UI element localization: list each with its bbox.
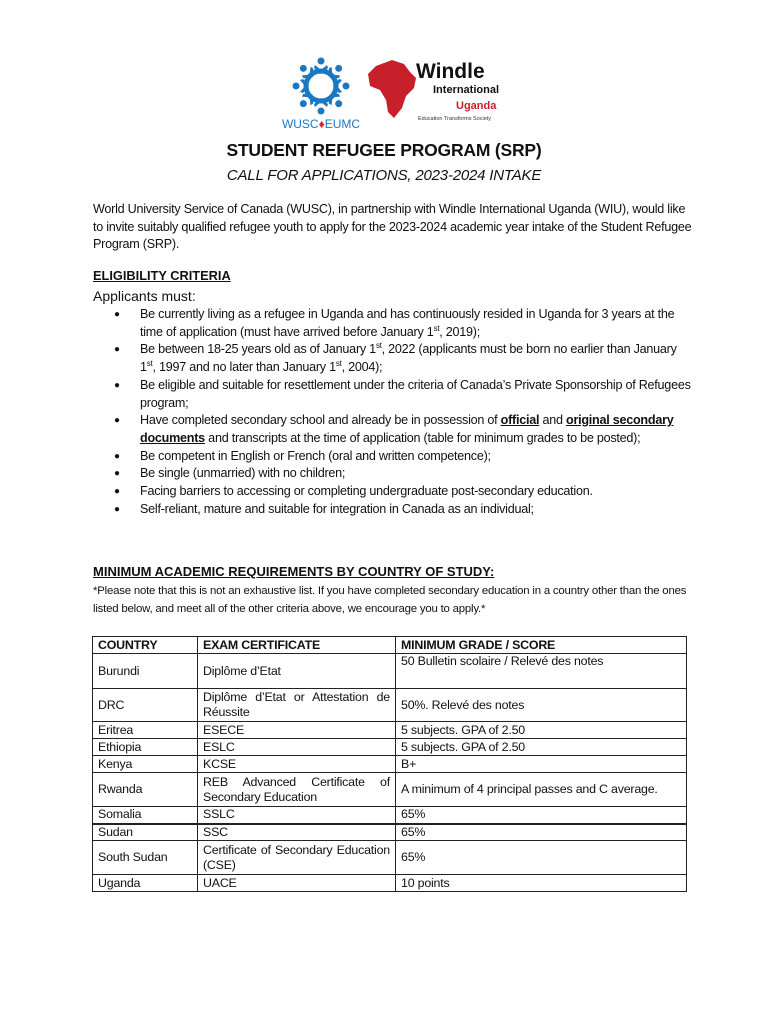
emphasis-text: original secondary documents xyxy=(140,413,674,445)
eligibility-item xyxy=(93,377,693,412)
wusc-eumc-logo xyxy=(281,56,361,131)
bullet-icon: ● xyxy=(114,309,120,320)
minimum-grade-cell: 5 subjects. GPA of 2.50 xyxy=(396,722,687,739)
requirements-table xyxy=(92,636,687,892)
bullet-icon: ● xyxy=(114,344,120,356)
table-row xyxy=(93,875,687,892)
bullet-icon: ● xyxy=(114,486,120,498)
bullet-text: st xyxy=(433,323,440,333)
exam-certificate-cell: SSC xyxy=(198,824,396,841)
intro-paragraph: World University Service of Canada (WUSC), in partnership with Windle International Uganda (WIU), would like to invite suitably qualified refugee youth to apply for the 2023-2024 academic year intake of the Student Refugee Program (SRP). xyxy=(93,202,692,252)
emphasis-text: official xyxy=(500,413,540,428)
svg-text:Uganda: Uganda xyxy=(456,100,497,112)
table-header-row xyxy=(93,637,687,654)
bullet-text: Have completed secondary school and already be in possession of xyxy=(140,413,501,428)
bullet-text: st xyxy=(146,358,153,368)
bullet-text: Be between 18-25 years old as of January 1 xyxy=(140,342,376,357)
table-row xyxy=(93,807,687,824)
bullet-icon: ● xyxy=(114,450,120,462)
country-cell: Ethiopia xyxy=(93,739,198,756)
requirements-note: *Please note that this is not an exhaustive list. If you have completed secondary education in a country other than the ones listed below, and meet all of the other criteria above, we encourage you to apply.* xyxy=(93,585,687,615)
table-row xyxy=(93,824,687,841)
bullet-icon: ● xyxy=(114,468,120,480)
exam-certificate-cell: REB Advanced Certificate of Secondary Education xyxy=(198,773,396,807)
applicants-lead: Applicants must: xyxy=(93,288,196,304)
table-row xyxy=(93,756,687,773)
column-header: COUNTRY xyxy=(93,637,198,654)
table-row xyxy=(93,841,687,875)
country-cell: Sudan xyxy=(93,824,198,841)
table-row xyxy=(93,739,687,756)
bullet-icon: ● xyxy=(114,415,120,427)
bullet-text: , 2022 (applicants must be born no earlier than January 1 xyxy=(140,342,677,375)
minimum-grade-cell: 65% xyxy=(396,841,687,875)
table-row xyxy=(93,722,687,739)
exam-certificate-cell: ESECE xyxy=(198,722,396,739)
eligibility-item xyxy=(93,448,693,466)
table-row xyxy=(93,654,687,689)
bullet-text: Be single (unmarried) with no children; xyxy=(140,466,346,481)
column-header: MINIMUM GRADE / SCORE xyxy=(396,637,687,654)
country-cell: Uganda xyxy=(93,875,198,892)
table-row xyxy=(93,689,687,722)
country-cell: Somalia xyxy=(93,807,198,824)
minimum-grade-cell: 50%. Relevé des notes xyxy=(396,689,687,722)
bullet-text: Facing barriers to accessing or completing undergraduate post-secondary education. xyxy=(140,484,593,499)
exam-certificate-cell: KCSE xyxy=(198,756,396,773)
country-cell: Kenya xyxy=(93,756,198,773)
minimum-grade-cell: 65% xyxy=(396,824,687,841)
minimum-grade-cell: B+ xyxy=(396,756,687,773)
country-cell: South Sudan xyxy=(93,841,198,875)
eligibility-item xyxy=(93,465,693,483)
bullet-text: Self-reliant, mature and suitable for integration in Canada as an individual; xyxy=(140,501,534,516)
bullet-icon: ● xyxy=(114,379,120,391)
minimum-grade-cell: 10 points xyxy=(396,875,687,892)
bullet-text: , 1997 and no later than January 1 xyxy=(152,360,336,375)
bullet-text: , 2004); xyxy=(341,360,383,375)
minimum-grade-cell: A minimum of 4 principal passes and C average. xyxy=(396,773,687,807)
bullet-text: Be currently living as a refugee in Uganda and has continuously resided in Uganda for 3 years at the time of application (must have arrived before January 1 xyxy=(140,307,675,339)
minimum-grade-cell: 5 subjects. GPA of 2.50 xyxy=(396,739,687,756)
eligibility-item xyxy=(93,306,693,341)
country-cell: DRC xyxy=(93,689,198,722)
bullet-text: and transcripts at the time of application (table for minimum grades to be posted); xyxy=(204,430,641,445)
eligibility-item xyxy=(93,412,693,447)
eligibility-heading: ELIGIBILITY CRITERIA xyxy=(93,268,231,283)
page-title: STUDENT REFUGEE PROGRAM (SRP) xyxy=(226,140,542,160)
minimum-grade-cell: 50 Bulletin scolaire / Relevé des notes xyxy=(396,654,687,689)
svg-text:WUSC♦EUMC: WUSC♦EUMC xyxy=(281,117,361,131)
exam-certificate-cell: Diplôme d’Etat xyxy=(198,654,396,689)
windle-international-logo xyxy=(366,58,500,124)
country-cell: Eritrea xyxy=(93,722,198,739)
eligibility-list xyxy=(93,306,693,518)
bullet-text: st xyxy=(375,341,382,351)
bullet-text: and xyxy=(539,413,566,428)
minimum-grade-cell: 65% xyxy=(396,807,687,824)
bullet-text: Be eligible and suitable for resettlement under the criteria of Canada’s Private Sponsorship of Refugees program; xyxy=(140,377,691,410)
requirements-heading: MINIMUM ACADEMIC REQUIREMENTS BY COUNTRY OF STUDY: xyxy=(93,564,495,579)
svg-text:Windle: Windle xyxy=(416,60,485,83)
exam-certificate-cell: UACE xyxy=(198,875,396,892)
svg-text:International: International xyxy=(433,84,500,96)
exam-certificate-cell: SSLC xyxy=(198,807,396,824)
country-cell: Burundi xyxy=(93,654,198,689)
exam-certificate-cell: Certificate of Secondary Education (CSE) xyxy=(198,841,396,875)
country-cell: Rwanda xyxy=(93,773,198,807)
bullet-icon: ● xyxy=(114,503,120,515)
column-header: EXAM CERTIFICATE xyxy=(198,637,396,654)
eligibility-item xyxy=(93,341,693,376)
svg-text:Education Transforms Society: Education Transforms Society xyxy=(418,116,492,122)
bullet-text: st xyxy=(335,358,342,368)
bullet-text: , 2019); xyxy=(439,324,481,339)
exam-certificate-cell: Diplôme d’Etat or Attestation de Réussite xyxy=(198,689,396,722)
eligibility-item xyxy=(93,501,693,519)
eligibility-item xyxy=(93,483,693,501)
page-subtitle: CALL FOR APPLICATIONS, 2023-2024 INTAKE xyxy=(226,167,542,184)
table-row xyxy=(93,773,687,807)
exam-certificate-cell: ESLC xyxy=(198,739,396,756)
bullet-text: Be competent in English or French (oral and written competence); xyxy=(140,448,491,463)
